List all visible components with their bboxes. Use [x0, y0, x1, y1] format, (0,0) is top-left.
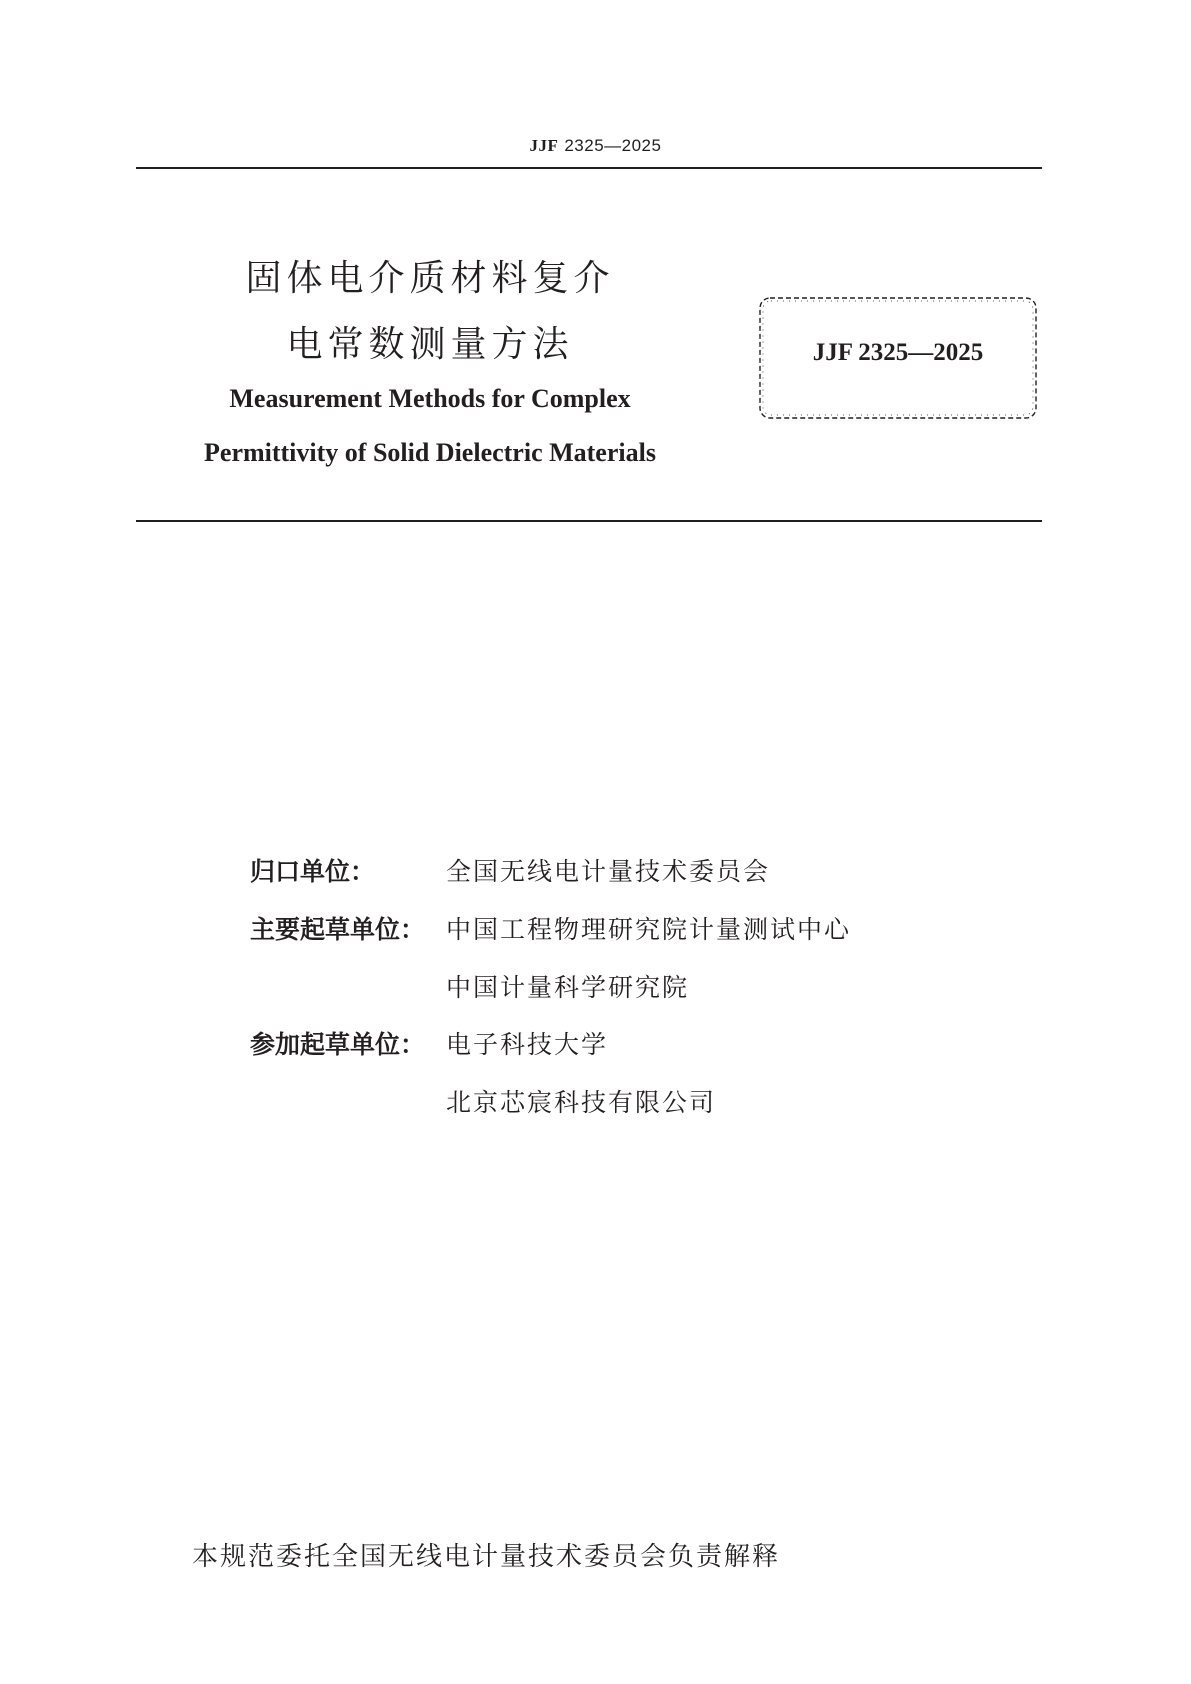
title-cn-line2: 电常数测量方法: [286, 324, 574, 365]
main-drafting-row: [250, 910, 851, 946]
responsible-unit-label: 归口单位：: [250, 857, 376, 886]
interpretation-note: 本规范委托全国无线电计量技术委员会负责解释: [192, 1542, 781, 1572]
standard-code-box: [757, 295, 1039, 421]
participating-unit-1: 电子科技大学: [446, 1030, 609, 1059]
top-rule: [136, 167, 1042, 169]
main-drafting-row-2: [250, 968, 689, 1004]
responsible-unit-row: [250, 852, 770, 888]
header-code-number: 2325—2025: [564, 136, 662, 155]
title-cn-line1: 固体电介质材料复介: [245, 258, 615, 299]
participating-unit-2: 北京芯宸科技有限公司: [446, 1088, 717, 1117]
main-drafting-unit-2: 中国计量科学研究院: [446, 973, 690, 1002]
responsible-unit-value: 全国无线电计量技术委员会: [446, 857, 771, 886]
title-en-line1: Measurement Methods for Complex: [229, 384, 631, 413]
title-en-line2: Permittivity of Solid Dielectric Materials: [204, 438, 656, 467]
participating-drafting-row: [250, 1025, 608, 1061]
header-standard-code: [0, 136, 1191, 156]
standard-code: JJF 2325—2025: [812, 339, 984, 366]
main-drafting-unit-1: 中国工程物理研究院计量测试中心: [446, 915, 852, 944]
bottom-rule: [136, 520, 1042, 522]
participating-drafting-row-2: [250, 1083, 716, 1119]
participating-drafting-label: 参加起草单位：: [250, 1030, 426, 1059]
main-drafting-label: 主要起草单位：: [250, 915, 426, 944]
header-code-prefix: JJF: [529, 136, 559, 155]
